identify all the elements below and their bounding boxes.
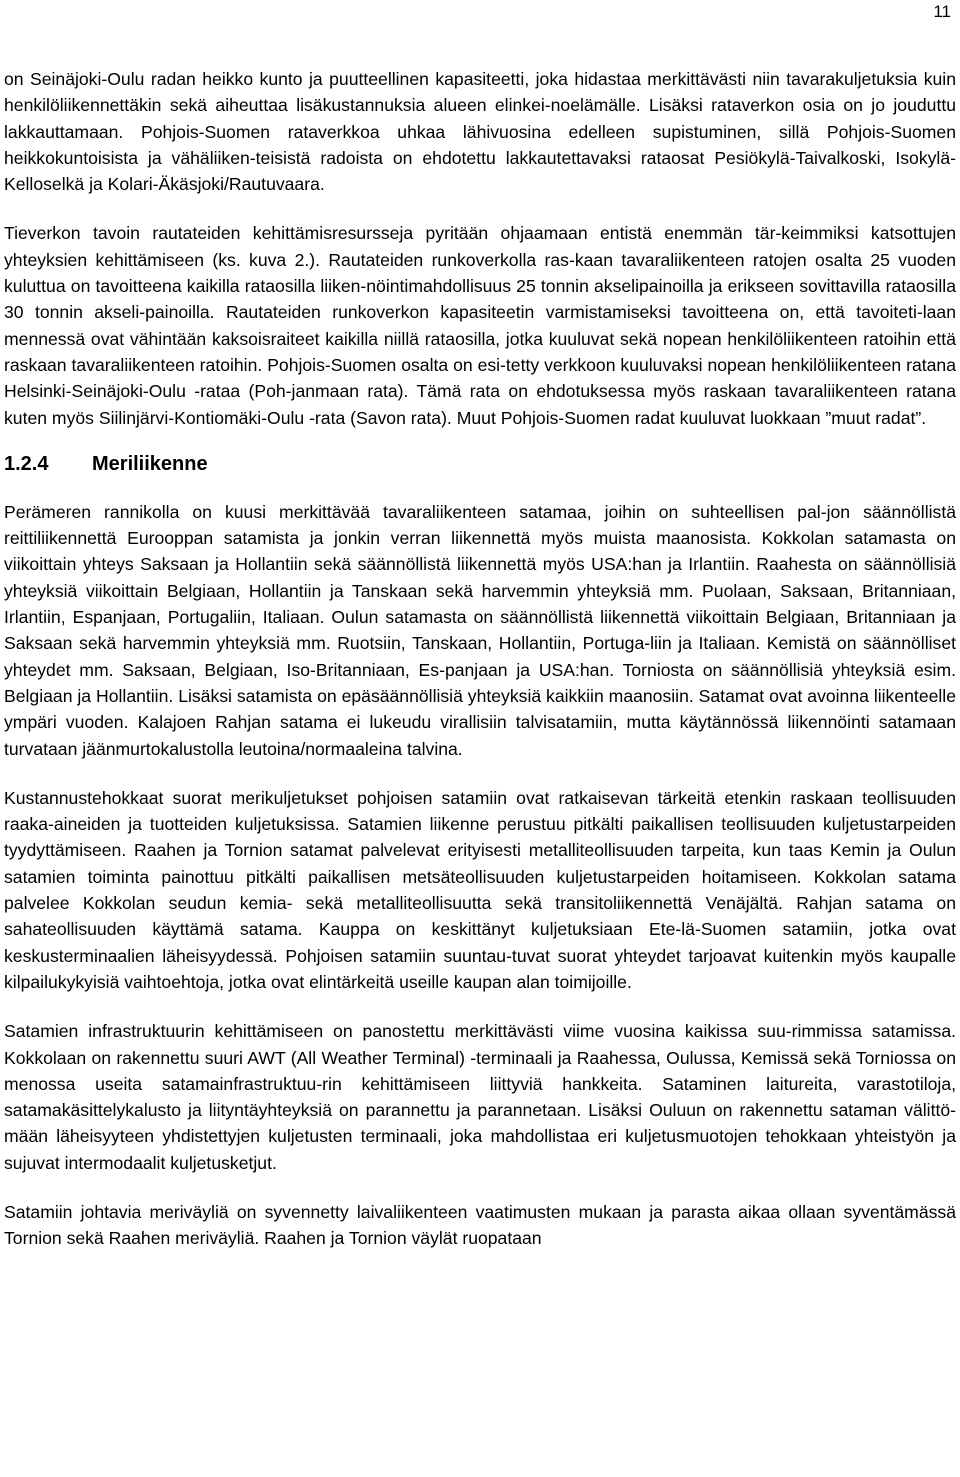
paragraph-spacer: [4, 762, 956, 785]
page-number: 11: [933, 2, 951, 21]
paragraph-rail-network: on Seinäjoki-Oulu radan heikko kunto ja puutteellinen kapasiteetti, joka hidastaa merkittävästi niin tavarakuljetuksia kuin henkilöliikennettäkin sekä aiheuttaa lisäkustannuksia alueen elinkei-noelämälle. Lisäksi rataverkon osia on jo jouduttu lakkauttamaan. Pohjois-Suomen rataverkkoa uhkaa lähivuosina edelleen supistuminen, sillä Pohjois-Suomen heikkokuntoisista ja vähäliiken-teisistä radoista on ehdotettu lakkautettavaksi rataosat Pesiökylä-Taivalkoski, Isokylä-Kelloselkä ja Kolari-Äkäsjoki/Rautuvaara.: [4, 69, 956, 195]
paragraph-spacer: [4, 1176, 956, 1199]
section-heading: [4, 451, 956, 477]
section-title: Meriliikenne: [92, 452, 208, 475]
paragraph-ports-traffic: Perämeren rannikolla on kuusi merkittävää tavaraliikenteen satamaa, joihin on suhteellisen pal-jon säännöllistä reittiliikennettä Eurooppan satamista ja jonkin verran liikennettä myös muista maanosista. Kokkolan satamasta on viikoittain yhteys Saksaan ja Hollantiin sekä säännöllistä liikennettä myös USA:han ja Irlantiin. Raahesta on säännöllisiä yhteyksiä viikoittain Belgiaan, Hollantiin ja Tanskaan sekä harvemmin yhteyksiä mm. Puolaan, Saksaan, Britanniaan, Irlantiin, Espanjaan, Portugaliin, Italiaan. Oulun satamasta on säännöllistä liikennettä viikoittain Belgiaan, Britanniaan ja Saksaan sekä harvemmin yhteyksiä mm. Ruotsiin, Tanskaan, Hollantiin, Portuga-liin ja Italiaan. Kemistä on säännölliset yhteydet mm. Saksaan, Belgiaan, Iso-Britanniaan, Es-panjaan ja USA:han. Torniosta on säännöllisiä yhteyksiä esim. Belgiaan ja Hollantiin. Lisäksi satamista on epäsäännöllisiä yhteyksiä kaikkiin maanosiin. Satamat ovat avoinna liikenteelle ympäri vuoden. Kalajoen Rahjan satama ei lukeudu virallisiin talvisatamiin, mutta käytännössä liikennöinti satamaan turvataan jäänmurtokalustolla leutoina/normaaleina talvina.: [4, 501, 956, 759]
document-body: [4, 66, 956, 1252]
paragraph-sea-transport: Kustannustehokkaat suorat merikuljetukset pohjoisen satamiin ovat ratkaisevan tärkeitä etenkin raskaan teollisuuden raaka-aineiden ja tuotteiden kuljetuksissa. Satamien liikenne perustuu pitkälti paikallisen teollisuuden kuljetustarpeiden tyydyttämiseen. Raahen ja Tornion satamat palvelevat erityisesti metalliteollisuuden tarpeita, kun taas Kemin ja Oulun satamien toiminta painottuu pitkälti paikallisen metsäteollisuuden kuljetustarpeiden hoitamiseen. Kokkolan satama palvelee Kokkolan seudun kemia- sekä metalliteollisuutta sekä transitoliikennettä Venäjältä. Rahjan satama on sahateollisuuden käyttämä satama. Kauppa on keskittänyt kuljetuksiaan Ete-lä-Suomen satamiin, jotka ovat keskusterminaalien läheisyydessä. Pohjoisen satamiin suuntau-tuvat suorat yhteydet tarjoavat kuitenkin myös kaupalle kilpailukykyisiä vaihtoehtoja, jotka ovat elintärkeitä useille kaupan alan toimijoille.: [4, 787, 956, 992]
paragraph-spacer: [4, 197, 956, 220]
paragraph-spacer: [4, 995, 956, 1018]
paragraph-fairways: Satamiin johtavia meriväyliä on syvennetty laivaliikenteen vaatimusten mukaan ja parasta aikaa ollaan syventämässä Tornion sekä Raahen meriväyliä. Raahen ja Tornion väylät ruopataan: [4, 1201, 956, 1249]
paragraph-rail-development: Tieverkon tavoin rautateiden kehittämisresursseja pyritään ohjaamaan entistä enemmän tär-keimmiksi katsottujen yhteyksien kehittämiseen (ks. kuva 2.). Rautateiden runkoverkolla ras-kaan tavaraliikenteen ratojen osalta 25 vuoden kuluttua on tavoitteena kaikilla rataosilla liiken-nöintimahdollisuus 25 tonnin akselipainoilla ja erikseen sovittavilla rataosilla 30 tonnin akseli-painoilla. Rautateiden runkoverkon kapasiteetin varmistamiseksi tavoitteena on, että tavoiteti-laan mennessä ovat vähintään kaksoisraiteet kaikilla niillä rataosilla, jotka kuuluvat sekä nopean henkilöliikenteen ratoihin että raskaan tavaraliikenteen ratoihin. Pohjois-Suomen osalta on esi-tetty verkkoon kuuluvaksi nopean henkilöliikenteen ratana Helsinki-Seinäjoki-Oulu -rataa (Poh-janmaan rata). Tämä rata on ehdotuksessa myös raskaan tavaraliikenteen ratana kuten myös Siilinjärvi-Kontiomäki-Oulu -rata (Savon rata). Muut Pohjois-Suomen radat kuuluvat luokkaan ”muut radat”.: [4, 223, 956, 428]
section-number: 1.2.4: [4, 452, 49, 475]
paragraph-port-infrastructure: Satamien infrastruktuurin kehittämiseen on panostettu merkittävästi viime vuosina kaikissa suu-rimmissa satamissa. Kokkolaan on rakennettu suuri AWT (All Weather Terminal) -terminaali ja Raahessa, Oulussa, Kemissä sekä Torniossa on menossa useita satamainfrastruktuu-rin kehittämiseen liittyviä hankkeita. Sataminen laitureita, varastotiloja, satamakäsittelykalusto ja liityntäyhteyksiä on parannettu ja parannetaan. Lisäksi Ouluun on rakennettu sataman välittö-mään läheisyyteen yhdistettyjen kuljetusten terminaali, joka mahdollistaa eri kuljetusmuotojen tehokkaan yhteistyön ja sujuvat intermodaalit kuljetusketjut.: [4, 1021, 956, 1173]
